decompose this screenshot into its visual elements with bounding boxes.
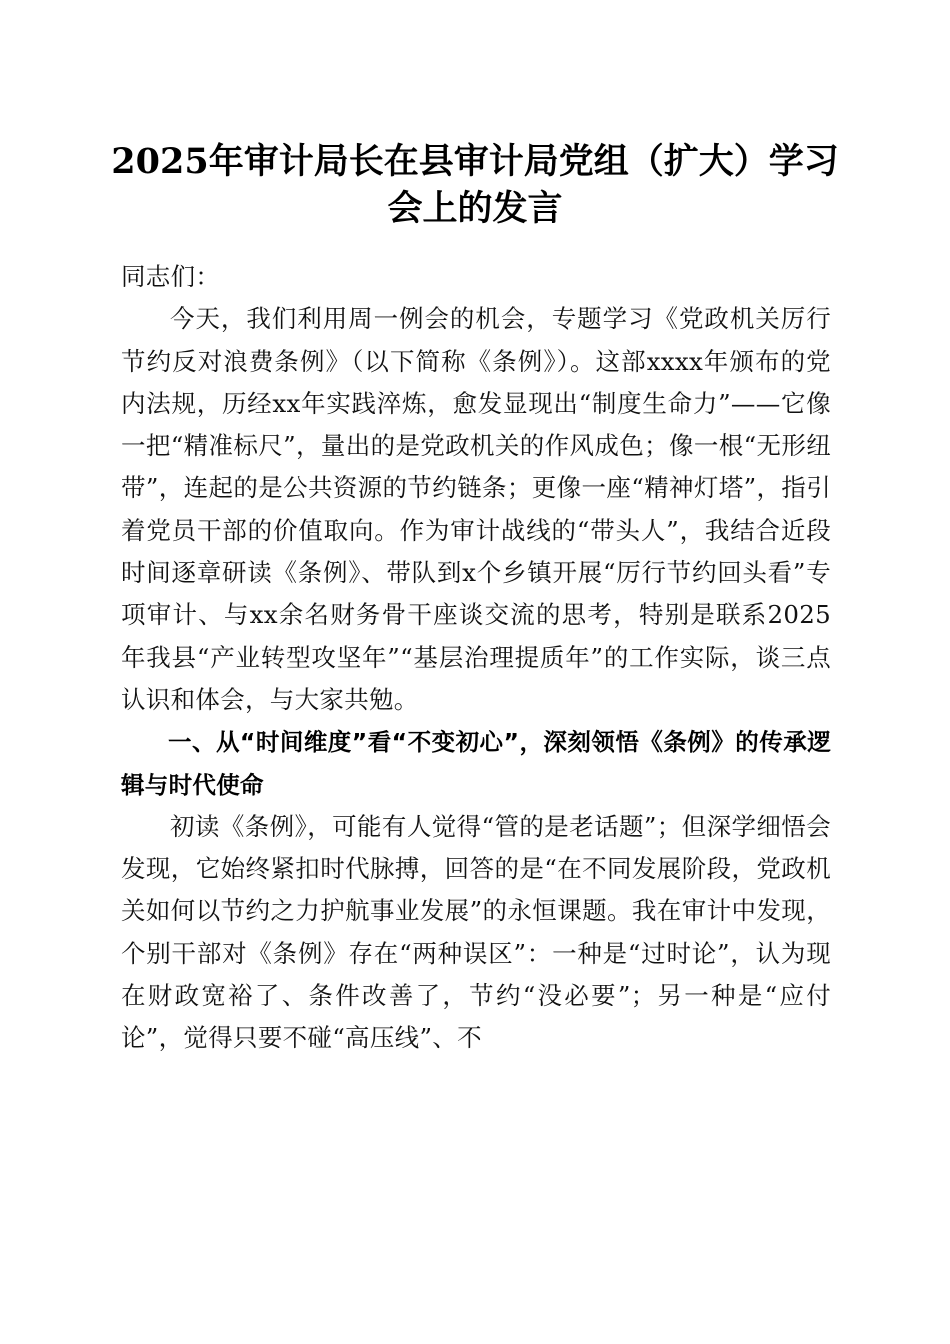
section-1-paragraph: 初读《条例》，可能有人觉得“管的是老话题”；但深学细悟会发现，它始终紧扣时代脉搏，回答的是“在不同发展阶段，党政机关如何以节约之力护航事业发展”的永恒课题。我在审计中发现，个别干部对《条例》存在“两种误区”：一种是“过时论”，认为现在财政宽裕了、条件改善了，节约“没必要”；另一种是“应付论”，觉得只要不碰“高压线”、不 (121, 811, 831, 1053)
intro-paragraph: 今天，我们利用周一例会的机会，专题学习《党政机关厉行节约反对浪费条例》（以下简称《条例》）。这部xxxx年颁布的党内法规，历经xx年实践淬炼，愈发显现出“制度生命力”——它像一把“精准标尺”，量出的是党政机关的作风成色；像一根“无形纽带”，连起的是公共资源的节约链条；更像一座“精神灯塔”，指引着党员干部的价值取向。作为审计战线的“带头人”，我结合近段时间逐章研读《条例》、带队到x个乡镇开展“厉行节约回头看”专项审计、与xx余名财务骨干座谈交流的思考，特别是联系2025年我县“产业转型攻坚年”“基层治理提质年”的工作实际，谈三点认识和体会，与大家共勉。 (121, 304, 831, 714)
document-body (121, 256, 831, 1060)
salutation: 同志们： (121, 262, 221, 291)
document-title: 2025年审计局长在县审计局党组（扩大）学习会上的发言 (111, 141, 839, 229)
section-1-heading: 一、从“时间维度”看“不变初心”，深刻领悟《条例》的传承逻辑与时代使命 (121, 728, 831, 799)
